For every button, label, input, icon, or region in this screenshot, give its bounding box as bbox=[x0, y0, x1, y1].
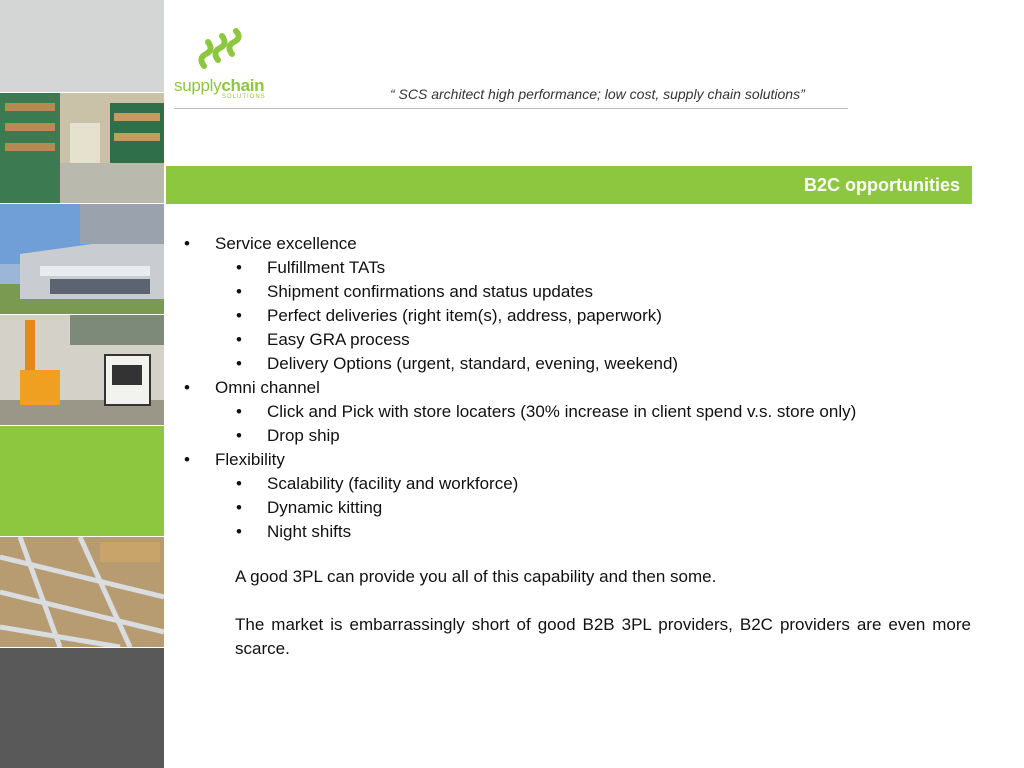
list-item bbox=[184, 400, 974, 424]
left-image-strip bbox=[0, 0, 164, 768]
logo-subtitle: SOLUTIONS bbox=[222, 94, 266, 100]
paragraph: The market is embarrassingly short of good B2B 3PL providers, B2C providers are even more scarce. bbox=[235, 615, 971, 658]
list-item bbox=[184, 328, 974, 352]
list-item-text: Service excellence bbox=[215, 234, 357, 253]
list-item-text: Night shifts bbox=[267, 522, 352, 541]
logo-word-chain: chain bbox=[221, 76, 265, 95]
list-item bbox=[184, 304, 974, 328]
list-item-text: Drop ship bbox=[267, 426, 340, 445]
header-divider bbox=[174, 108, 848, 109]
list-item-text: Easy GRA process bbox=[267, 330, 410, 349]
bullet: • bbox=[236, 282, 242, 301]
bullet: • bbox=[236, 354, 242, 373]
bullet: • bbox=[236, 330, 242, 349]
list-item bbox=[184, 424, 974, 448]
list-item-text: Scalability (facility and workforce) bbox=[267, 474, 519, 493]
bullet: • bbox=[236, 522, 242, 541]
slide-content bbox=[184, 232, 974, 658]
list-item bbox=[184, 352, 974, 376]
paragraph: A good 3PL can provide you all of this capability and then some. bbox=[235, 567, 717, 586]
bullet: • bbox=[184, 234, 190, 253]
bullet: • bbox=[184, 378, 190, 397]
warehouse-shelves-image bbox=[0, 93, 164, 203]
bullet: • bbox=[184, 450, 190, 469]
list-item-text: Flexibility bbox=[215, 450, 285, 469]
list-item-text: Fulfillment TATs bbox=[267, 258, 386, 277]
bullet: • bbox=[236, 498, 242, 517]
list-item bbox=[184, 496, 974, 520]
logo-wordmark bbox=[174, 76, 264, 96]
list-item bbox=[184, 280, 974, 304]
forklifts-image bbox=[0, 315, 164, 425]
list-item bbox=[184, 472, 974, 496]
list-item bbox=[184, 256, 974, 280]
green-panel bbox=[0, 426, 164, 536]
list-item bbox=[184, 232, 974, 256]
list-item bbox=[184, 520, 974, 544]
list-item-text: Dynamic kitting bbox=[267, 498, 383, 517]
slide-title: B2C opportunities bbox=[804, 175, 960, 195]
list-item-text: Perfect deliveries (right item(s), address, paperwork) bbox=[267, 306, 662, 325]
section-banner bbox=[166, 166, 972, 204]
list-item-text: Click and Pick with store locaters (30% increase in client spend v.s. store only) bbox=[267, 402, 857, 421]
bullet: • bbox=[236, 474, 242, 493]
warehouse-racks-image bbox=[0, 537, 164, 647]
bullet: • bbox=[236, 306, 242, 325]
logo-word-supply: supply bbox=[174, 76, 222, 95]
list-item-text: Omni channel bbox=[215, 378, 320, 397]
tagline: “ SCS architect high performance; low cost, supply chain solutions” bbox=[390, 86, 805, 102]
bullet: • bbox=[236, 426, 242, 445]
list-item-text: Shipment confirmations and status updates bbox=[267, 282, 594, 301]
grey-top-panel bbox=[0, 0, 164, 92]
building-exterior-image bbox=[0, 204, 164, 314]
bullet: • bbox=[236, 258, 242, 277]
list-item-text: Delivery Options (urgent, standard, evening, weekend) bbox=[267, 354, 679, 373]
list-item bbox=[184, 448, 974, 472]
bullet: • bbox=[236, 402, 242, 421]
list-item bbox=[184, 376, 974, 400]
dark-bottom-panel bbox=[0, 648, 164, 768]
